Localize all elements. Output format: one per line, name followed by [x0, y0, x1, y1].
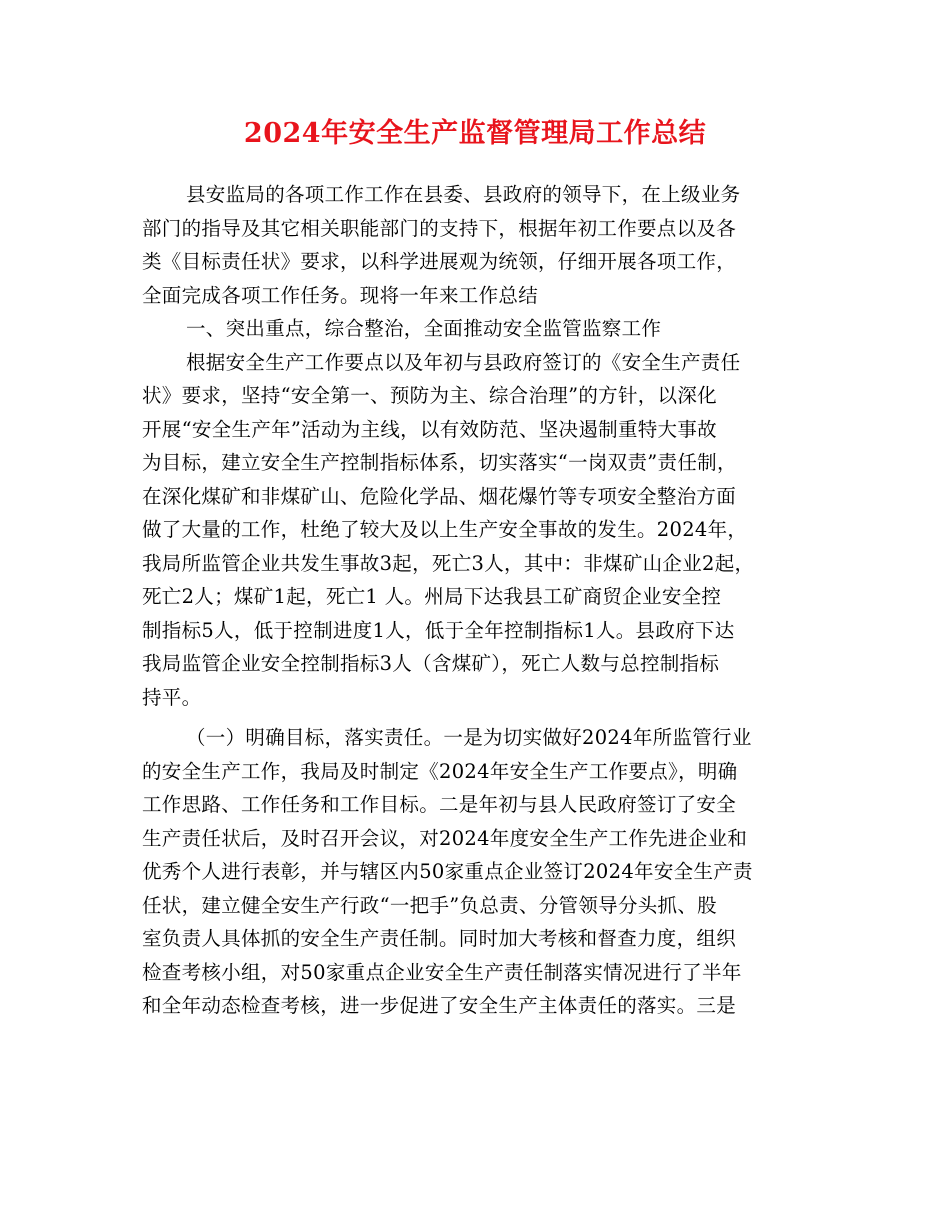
text-line: 县安监局的各项工作工作在县委、县政府的领导下，在上级业务	[186, 183, 741, 206]
text-line: 持平。	[142, 685, 202, 709]
text-line: 生产责任状后，及时召开会议，对2024年度安全生产工作先进企业和	[142, 826, 748, 850]
text-line: 部门的指导及其它相关职能部门的支持下，根据年初工作要点以及各	[142, 216, 737, 240]
text-line: 优秀个人进行表彰，并与辖区内50家重点企业签订2024年安全生产责	[142, 860, 753, 883]
text-line: 我局监管企业安全控制指标3人（含煤矿），死亡人数与总控制指标	[142, 652, 720, 675]
text-line: 死亡2人；煤矿1起，死亡1 人。州局下达我县工矿商贸企业安全控	[142, 585, 722, 608]
subsection-line: （一）明确目标，落实责任。一是为切实做好2024年所监管行业	[186, 726, 752, 749]
text-line: 根据安全生产工作要点以及年初与县政府签订的《安全生产责任	[186, 350, 741, 374]
text-line: 为目标，建立安全生产控制指标体系，切实落实“一岗双责”责任制，	[142, 451, 737, 474]
text-line: 做了大量的工作，杜绝了较大及以上生产安全事故的发生。2024年，	[142, 518, 748, 541]
text-line: 我局所监管企业共发生事故3起，死亡3人，其中：非煤矿山企业2起，	[142, 551, 755, 575]
text-line: 全面完成各项工作任务。现将一年来工作总结	[142, 283, 539, 307]
text-line: 工作思路、工作任务和工作目标。二是年初与县人民政府签订了安全	[142, 793, 737, 816]
text-line: 和全年动态检查考核，进一步促进了安全生产主体责任的落实。三是	[142, 994, 737, 1017]
text-line: 状》要求，坚持“安全第一、预防为主、综合治理”的方针，以深化	[142, 384, 717, 407]
text-line: 在深化煤矿和非煤矿山、危险化学品、烟花爆竹等专项安全整治方面	[142, 484, 737, 508]
text-line: 任状，建立健全安生产行政“一把手”负总责、分管领导分头抓、股	[142, 893, 717, 917]
text-line: 室负责人具体抓的安全生产责任制。同时加大考核和督查力度，组织	[142, 927, 737, 950]
text-line: 的安全生产工作，我局及时制定《2024年安全生产工作要点》，明确	[142, 759, 738, 783]
text-line: 制指标5人，低于控制进度1人，低于全年控制指标1人。县政府下达	[142, 618, 735, 642]
document-title: 2024年安全生产监督管理局工作总结	[243, 118, 707, 149]
text-line: 类《目标责任状》要求，以科学进展观为统领，仔细开展各项工作，	[142, 250, 737, 273]
text-line: 检查考核小组，对50家重点企业安全生产责任制落实情况进行了半年	[142, 960, 742, 984]
section-heading: 一、突出重点，综合整治，全面推动安全监管监察工作	[186, 317, 662, 340]
text-line: 开展“安全生产年”活动为主线，以有效防范、坚决遏制重特大事故	[142, 417, 717, 441]
document-body	[142, 178, 810, 1023]
